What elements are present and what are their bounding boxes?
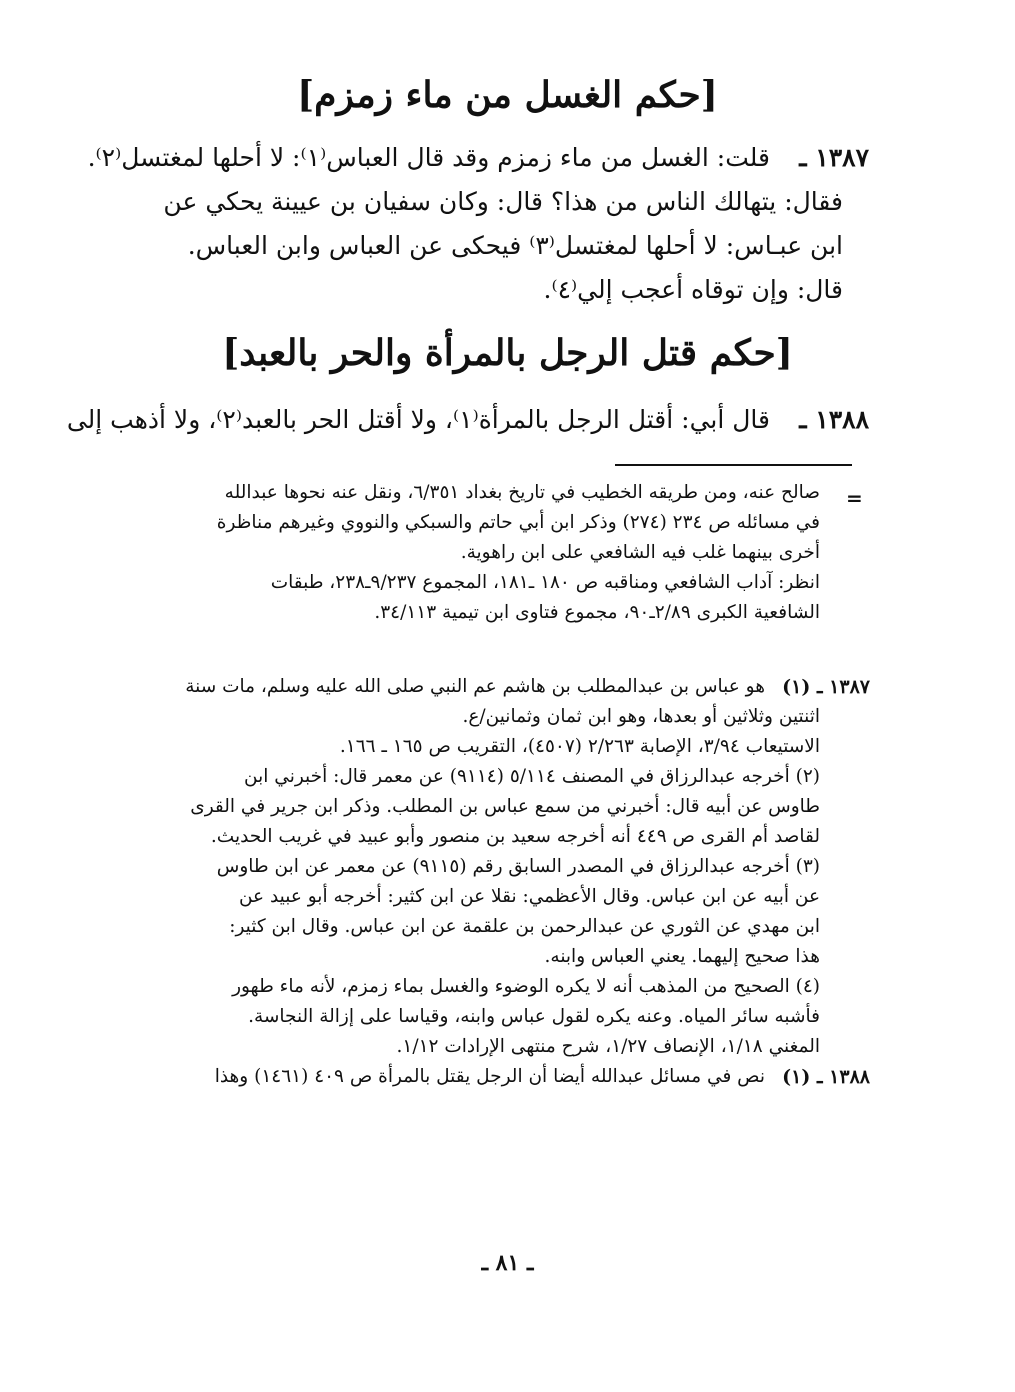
footnote-separator (615, 464, 852, 466)
footnote-1387-line-3: الاستيعاب ٣/٩٤، الإصابة ٢/٢٦٣ (٤٥٠٧)، التقريب ص ١٦٥ ـ ١٦٦. (339, 736, 820, 757)
footnote-1387-line-12: فأشبه سائر المياه. وعنه يكره لقول عباس وابنه، وقياسا على إزالة النجاسة. (248, 1006, 820, 1027)
footnote-1387-line-10: هذا صحيح إليهما. يعني العباس وابنه. (544, 946, 820, 967)
footnote-1388-line-1: نص في مسائل عبدالله أيضا أن الرجل يقتل بالمرأة ص ٤٠٩ (١٤٦١) وهذا (214, 1066, 765, 1087)
heading-qatl-rajul: [حكم قتل الرجل بالمرأة والحر بالعبد] (222, 332, 793, 374)
footnote-1387-line-6: لقاصد أم القرى ص ٤٤٩ أنه أخرجه سعيد بن منصور وأبو عبيد في غريب الحديث. (210, 826, 820, 847)
footnote-1387-line-5: طاوس عن أبيه قال: أخبرني من سمع عباس بن المطلب. وذكر ابن جرير في القرى (190, 796, 820, 817)
footnote-cont-line-4: انظر: آداب الشافعي ومناقبه ص ١٨٠ ـ١٨١، المجموع ٩/٢٣٧ـ٢٣٨، طبقات (270, 572, 820, 593)
footnote-cont-line-3: أخرى بينهما غلب فيه الشافعي على ابن راهوية. (460, 542, 820, 563)
page-number: ـ ٨١ ـ (481, 1250, 534, 1276)
heading-zamzam-ghusl: [حكم الغسل من ماء زمزم] (297, 74, 718, 116)
footnote-1387-line-9: ابن مهدي عن الثوري عن عبدالرحمن بن علقمة عن ابن عباس. وقال ابن كثير: (229, 916, 820, 937)
footnote-1387-line-13: المغني ١/١٨، الإنصاف ١/٢٧، شرح منتهى الإرادات ١/١٢. (396, 1036, 820, 1057)
footnote-cont-line-1: صالح عنه، ومن طريقه الخطيب في تاريخ بغداد ٦/٣٥١، ونقل عنه نحوها عبدالله (224, 482, 820, 503)
text-line-1388-1: قال أبي: أقتل الرجل بالمرأة⁽١⁾، ولا أقتل الحر بالعبد⁽٢⁾، ولا أذهب إلى (66, 405, 770, 434)
footnote-1387-line-8: عن أبيه عن ابن عباس. وقال الأعظمي: نقلا عن ابن كثير: أخرجه أبو عبيد عن (238, 886, 820, 907)
footnote-1387-line-4: (٢) أخرجه عبدالرزاق في المصنف ٥/١١٤ (٩١١٤) عن معمر قال: أخبرني ابن (244, 766, 820, 787)
footnote-1387-line-2: اثنتين وثلاثين أو بعدها، وهو ابن ثمان وثمانين/ع. (462, 706, 820, 727)
footnote-label-1388: ١٣٨٨ ـ (١) (782, 1066, 870, 1088)
footnote-1387-line-7: (٣) أخرجه عبدالرزاق في المصدر السابق رقم (٩١١٥) عن معمر عن ابن طاوس (216, 856, 820, 877)
entry-number-1388: ١٣٨٨ ـ (799, 405, 869, 434)
footnote-1387-line-11: (٤) الصحيح من المذهب أنه لا يكره الوضوء والغسل بماء زمزم، لأنه ماء طهور (232, 976, 820, 997)
text-line-1387-1: قلت: الغسل من ماء زمزم وقد قال العباس⁽١⁾: لا أحلها لمغتسل⁽٢⁾. (87, 143, 770, 172)
footnote-1387-line-1: هو عباس بن عبدالمطلب بن هاشم عم النبي صلى الله عليه وسلم، مات سنة (185, 676, 765, 697)
entry-number-1387: ١٣٨٧ ـ (799, 143, 869, 172)
continuation-mark: = (846, 486, 863, 510)
footnote-label-1387: ١٣٨٧ ـ (١) (782, 676, 870, 698)
footnote-cont-line-5: الشافعية الكبرى ٢/٨٩ـ٩٠، مجموع فتاوى ابن تيمية ٣٤/١١٣. (374, 602, 820, 623)
footnote-cont-line-2: في مسائله ص ٢٣٤ (٢٧٤) وذكر ابن أبي حاتم والسبكي والنووي وغيرهم مناظرة (216, 512, 820, 533)
text-line-1387-2: فقال: يتهالك الناس من هذا؟ قال: وكان سفيان بن عيينة يحكي عن (163, 187, 843, 216)
text-line-1387-3: ابن عبـاس: لا أحلها لمغتسل⁽٣⁾ فيحكى عن العباس وابن العباس. (187, 231, 843, 260)
text-line-1387-4: قال: وإن توقاه أعجب إلي⁽٤⁾. (543, 275, 843, 304)
